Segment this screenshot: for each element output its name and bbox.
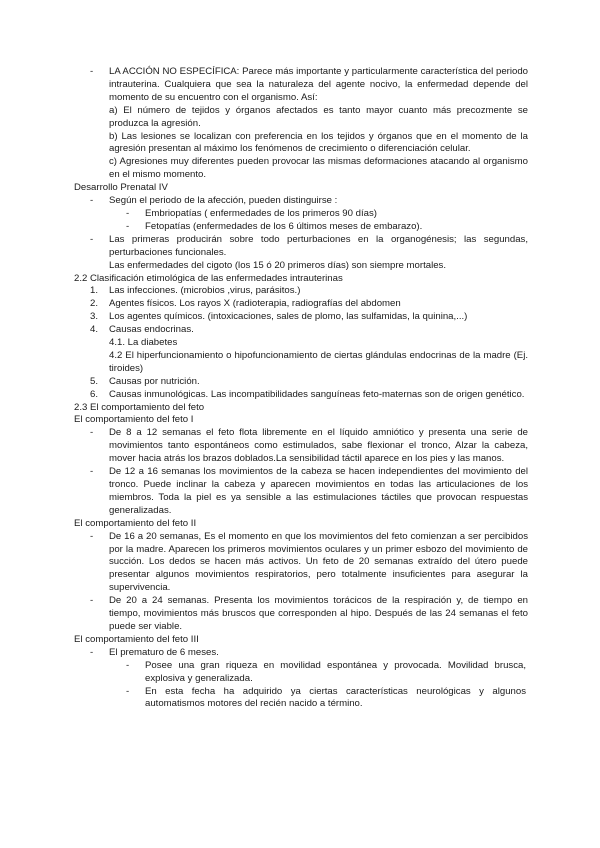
- item-text: Agentes físicos. Los rayos X (radioterapia, radiografías del abdomen: [109, 298, 401, 310]
- item-text: Las infecciones. (microbios ,virus, parásitos.): [109, 285, 301, 297]
- accion-no-especifica-item: [0, 66, 600, 182]
- bullet-marker: -: [90, 233, 94, 245]
- list-item: [0, 595, 600, 634]
- bullet-marker: -: [90, 646, 94, 658]
- bullet-marker: -: [90, 427, 94, 439]
- sub-item-diabetes: 4.1. La diabetes: [109, 337, 178, 349]
- numbered-item: [0, 311, 600, 324]
- item-text: De 12 a 16 semanas los movimientos de la cabeza se hacen independientes del movimiento del tronco. Puede inclinar la cabeza y aparecen movimientos en todas las articulaciones de los miembros. Toda la piel es ya sensible a las estimulaciones táctiles que provocan respuestas generalizadas.: [109, 466, 528, 516]
- list-item: [0, 427, 600, 466]
- accion-point-b: b) Las lesiones se localizan con preferencia en los tejidos y órganos que en el momento de la agresión presentan al máximo los fenómenos de crecimiento o diferenciación celular.: [109, 130, 528, 155]
- numbered-item: [0, 298, 600, 311]
- list-item: [0, 660, 600, 686]
- item-text: De 16 a 20 semanas, Es el momento en que los movimientos del feto comienzan a ser percibidos por la madre. Aparecen los primeros movimientos oculares y un primer esbozo del movimiento de succión. Los dedos se hacen más activos. Un feto de 20 semanas extraído del útero puede presentar algunos movimientos respiratorios, pero totalmente insuficientes para asegurar la supervivencia.: [109, 530, 528, 594]
- bullet-marker: -: [90, 195, 94, 207]
- numbered-item: [0, 324, 600, 337]
- item-text: En esta fecha ha adquirido ya ciertas características neurológicas y algunos automatismos motores del recién nacido a término.: [145, 685, 526, 710]
- numbered-item: [0, 285, 600, 298]
- bullet-marker: -: [126, 220, 130, 232]
- list-item: [0, 221, 600, 234]
- bullet-marker: -: [126, 207, 130, 219]
- clasificacion-list: [0, 285, 600, 401]
- bullet-marker: -: [90, 595, 94, 607]
- item-text: De 8 a 12 semanas el feto flota libremente en el líquido amniótico y presenta una serie de movimientos tanto espontáneos como estimulados, sabe flexionar el tronco, Alzar la cabeza, mover hacia atrás los brazos doblados.La sensibilidad táctil aparece en los pies y las manos.: [109, 427, 528, 465]
- bullet-marker: -: [126, 659, 130, 671]
- sub-item-glandulas: 4.2 El hiperfuncionamiento o hipofuncionamiento de ciertas glándulas endocrinas de la madre (Ej. tiroides): [109, 349, 528, 374]
- fetopatias-text: Fetopatías (enfermedades de los 6 últimos meses de embarazo).: [145, 220, 423, 232]
- accion-text: LA ACCIÓN NO ESPECÍFICA: Parece más importante y particularmente característica del periodo intrauterina. Cualquiera que sea la naturaleza del agente nocivo, la enfermedad depende del momento de su encuentro con el organismo. Así:: [109, 66, 528, 103]
- list-item: [0, 234, 600, 273]
- item-text: Causas por nutrición.: [109, 375, 200, 387]
- subsection-heading: El comportamiento del feto III: [74, 633, 199, 645]
- numbered-item: [0, 376, 600, 389]
- list-item: [0, 195, 600, 208]
- accion-point-a: a) El número de tejidos y órganos afectados es tanto mayor cuanto más precozmente se produzca la agresión.: [109, 104, 528, 129]
- item-number: 3.: [90, 311, 99, 323]
- item-number: 5.: [90, 375, 99, 387]
- bullet-marker: -: [90, 530, 94, 542]
- list-item: [0, 686, 600, 712]
- desarrollo-intro: Según el periodo de la afección, pueden distinguirse :: [109, 195, 338, 207]
- item-number: 6.: [90, 388, 99, 400]
- item-text: Causas inmunológicas. Las incompatibilidades sanguíneas feto-maternas son de origen genético.: [109, 388, 525, 400]
- item-text: Causas endocrinas.: [109, 324, 194, 336]
- bullet-marker: -: [90, 66, 94, 77]
- numbered-item: [0, 389, 600, 402]
- list-item: [0, 466, 600, 518]
- item-text: Posee una gran riqueza en movilidad espontánea y provocada. Movilidad brusca, explosiva y generalizada.: [145, 659, 526, 684]
- item-number: 4.: [90, 324, 99, 336]
- bullet-marker: -: [90, 466, 94, 478]
- cigoto-text: Las enfermedades del cigoto (los 15 ó 20 primeros días) son siempre mortales.: [109, 259, 447, 271]
- list-item: [0, 531, 600, 596]
- list-item: [0, 208, 600, 221]
- bullet-marker: -: [126, 685, 130, 697]
- item-number: 2.: [90, 298, 99, 310]
- item-text: De 20 a 24 semanas. Presenta los movimientos torácicos de la respiración y, de tiempo en tiempo, movimientos más bruscos que corresponden al hipo. Después de las 24 semanas el feto puede ser viable.: [109, 595, 528, 632]
- accion-point-c: c) Agresiones muy diferentes pueden provocar las mismas deformaciones atacando al organismo en el mismo momento.: [109, 156, 528, 181]
- section-heading: 2.2 Clasificación etimológica de las enfermedades intrauterinas: [74, 272, 343, 284]
- item-number: 1.: [90, 285, 99, 297]
- prematuro-text: El prematuro de 6 meses.: [109, 646, 219, 658]
- document-page: [0, 66, 600, 711]
- embriopatias-text: Embriopatías ( enfermedades de los primeros 90 días): [145, 207, 377, 219]
- item-text: Los agentes químicos. (intoxicaciones, sales de plomo, las sulfamidas, la quinina,...): [109, 311, 468, 323]
- section-heading: Desarrollo Prenatal IV: [74, 182, 168, 194]
- subsection-heading: El comportamiento del feto I: [74, 414, 194, 426]
- list-item: [0, 647, 600, 660]
- primeras-text: Las primeras producirán sobre todo perturbaciones en la organogénesis; las segundas, perturbaciones funcionales.: [109, 233, 528, 258]
- section-heading: 2.3 El comportamiento del feto: [74, 401, 205, 413]
- subsection-heading: El comportamiento del feto II: [74, 517, 197, 529]
